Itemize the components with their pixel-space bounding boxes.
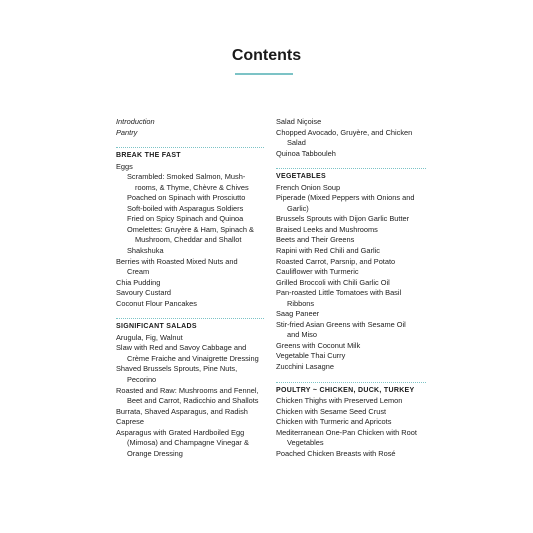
toc-entry[interactable]: Roasted Carrot, Parsnip, and Potato [276,256,396,266]
toc-entry[interactable]: Berries with Roasted Mixed Nuts and [116,256,238,266]
toc-entry[interactable]: Shaved Brussels Sprouts, Pine Nuts, [116,364,238,374]
section-entries [276,396,426,459]
intro-list [116,117,264,138]
toc-entry[interactable]: Crème Fraiche and Vinaigrette Dressing [127,353,259,363]
toc-entry[interactable]: Arugula, Fig, Walnut [116,332,183,342]
toc-entry[interactable]: Beet and Carrot, Radicchio and Shallots [127,396,259,406]
section-poultry-chicken-duck-turkey [276,382,426,460]
toc-entry[interactable]: Salad Niçoise [276,117,322,126]
toc-entry[interactable]: Ribbons [287,298,315,308]
salads-continued-list [276,117,426,159]
section-divider [276,382,426,383]
section-divider [276,168,426,169]
toc-entry[interactable]: Caprese [116,417,144,427]
section-heading: POULTRY ~ CHICKEN, DUCK, TURKEY [276,386,415,394]
section-vegetables [276,168,426,372]
toc-entry[interactable]: Vegetables [287,438,324,448]
section-heading: BREAK THE FAST [116,152,181,160]
toc-entry[interactable]: Poached Chicken Breasts with Rosé [276,448,396,458]
toc-entry[interactable]: Chia Pudding [116,277,161,287]
toc-entry[interactable]: and Miso [287,330,317,340]
toc-entry[interactable]: (Mimosa) and Champagne Vinegar & [127,438,249,448]
section-heading: SIGNIFICANT SALADS [116,323,197,331]
toc-entry[interactable]: Brussels Sprouts with Dijon Garlic Butter [276,214,410,224]
toc-entry[interactable]: Braised Leeks and Mushrooms [276,224,378,234]
toc-entry[interactable]: Shakshuka [127,246,164,256]
toc-entry[interactable]: Beets and Their Greens [276,235,355,245]
toc-entry[interactable]: Introduction [116,117,155,126]
toc-entry[interactable]: Garlic) [287,203,309,213]
toc-entry[interactable]: Zucchini Lasagne [276,362,334,372]
toc-entry[interactable]: Rapini with Red Chili and Garlic [276,246,380,256]
right-column [276,117,426,459]
section-heading: VEGETABLES [276,173,326,181]
toc-entry[interactable]: Coconut Flour Pancakes [116,298,197,308]
toc-entry[interactable]: Stir-fried Asian Greens with Sesame Oil [276,319,406,329]
page-title: Contents [231,47,302,64]
section-entries [116,333,264,460]
toc-entry[interactable]: Orange Dressing [127,448,183,458]
title-underline [235,73,293,75]
toc-entry[interactable]: Chicken Thighs with Preserved Lemon [276,396,403,406]
toc-entry[interactable]: Chopped Avocado, Gruyère, and Chicken [276,127,413,137]
toc-entry[interactable]: Eggs [116,161,133,171]
toc-entry[interactable]: Omelettes: Gruyère & Ham, Spinach & [127,224,254,234]
toc-entry[interactable]: Slaw with Red and Savoy Cabbage and [116,343,247,353]
toc-entry[interactable]: Pan-roasted Little Tomatoes with Basil [276,288,402,298]
toc-entry[interactable]: Piperade (Mixed Peppers with Onions and [276,193,415,203]
toc-entry[interactable]: Quinoa Tabbouleh [276,148,336,158]
section-break-the-fast [116,147,264,309]
toc-entry[interactable]: Fried on Spicy Spinach and Quinoa [127,214,244,224]
section-entries [276,183,426,373]
toc-entry[interactable]: Scrambled: Smoked Salmon, Mush- [127,172,246,182]
toc-entry[interactable]: Pantry [116,127,138,137]
toc-entry[interactable]: Mushroom, Cheddar and Shallot [135,235,242,245]
toc-entry[interactable]: Chicken with Turmeric and Apricots [276,417,392,427]
toc-entry[interactable]: Cauliflower with Turmeric [276,267,359,277]
toc-entry[interactable]: Roasted and Raw: Mushrooms and Fennel, [116,385,259,395]
toc-entry[interactable]: Greens with Coconut Milk [276,340,361,350]
toc-entry[interactable]: Chicken with Sesame Seed Crust [276,406,387,416]
section-divider [116,318,264,319]
toc-entry[interactable]: Salad [287,138,306,148]
section-significant-salads [116,318,264,459]
toc-entry[interactable]: Grilled Broccoli with Chili Garlic Oil [276,277,390,287]
toc-entry[interactable]: Vegetable Thai Curry [276,351,346,361]
toc-entry[interactable]: Mediterranean One-Pan Chicken with Root [276,427,417,437]
toc-entry[interactable]: Poached on Spinach with Prosciutto [127,193,246,203]
left-column [116,117,264,459]
toc-entry[interactable]: Soft-boiled with Asparagus Soldiers [127,203,244,213]
toc-entry[interactable]: Asparagus with Grated Hardboiled Egg [116,427,245,437]
toc-entry[interactable]: Pecorino [127,375,157,385]
toc-entry[interactable]: French Onion Soup [276,182,341,192]
toc-entry[interactable]: Savoury Custard [116,288,172,298]
section-divider [116,147,264,148]
toc-entry[interactable]: Saag Paneer [276,309,320,319]
toc-entry[interactable]: rooms, & Thyme, Chèvre & Chives [135,182,249,192]
section-entries [116,162,264,310]
toc-entry[interactable]: Burrata, Shaved Asparagus, and Radish [116,406,248,416]
toc-entry[interactable]: Cream [127,267,150,277]
